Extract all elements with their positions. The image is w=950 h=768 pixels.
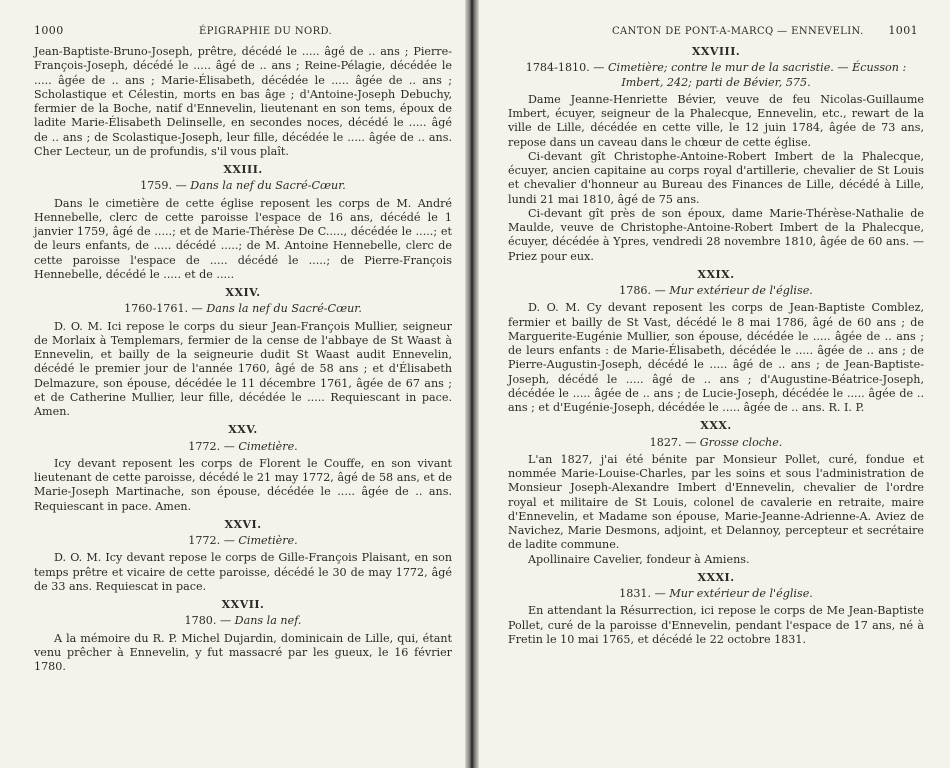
section-text: D. O. M. Cy devant reposent les corps de Jean-Baptiste Comblez, fermier et bailly de St Vast, décédé le 8 mai 1786, âgé de 60 ans ; de Marguerite-Eugénie Mullier, son épouse, décédée le ..... âgée de .. ans ; de leurs enfants : de Marie-Élisabeth, décédée le ..... âgée de .. ans ; de Pierre-Augustin-Joseph, décédé le ..... âgé de .. ans ; de Jean-Baptiste-Joseph, décédé le ..... âgé de .. ans ; d'Augustine-Béatrice-Joseph, décédée le ..... âgée de .. ans ; de Lucie-Joseph, décédée le ..... âgée de .. ans ; et d'Eugénie-Joseph, décédée le ..... âgée de .. ans. R. I. P. [508, 301, 924, 414]
section-text: Ci-devant gît près de son époux, dame Marie-Thérèse-Nathalie de Maulde, veuve de Christophe-Antoine-Robert Imbert de la Phalecque, écuyer, décédée à Ypres, vendredi 28 novembre 1810, âgée de 60 ans. — Priez pour eux. [508, 206, 924, 263]
section-date: 1827. [649, 435, 682, 449]
book-gutter [465, 0, 479, 768]
section-location: Mur extérieur de l'église. [669, 284, 813, 297]
section-text: Ci-devant gît Christophe-Antoine-Robert Imbert de la Phalecque, écuyer, ancien capitaine au corps royal d'artillerie, chevalier de St Louis et chevalier d'honneur au Bureau des Finances de Lille, décédé à Lille, lundi 21 mai 1810, âgé de 75 ans. [508, 149, 924, 206]
left-page [0, 0, 472, 768]
section-text: D. O. M. Ici repose le corps du sieur Jean-François Mullier, seigneur de Morlaix à Templemars, fermier de la cense de l'abbaye de St Waast à Ennevelin, et bailly de la seigneurie dudit St Waast audit Ennevelin, décédé le premier jour de l'année 1760, âgé de 58 ans ; et d'Élisabeth Delmazure, son épouse, décédée le 11 décembre 1761, âgée de 67 ans ; et de Catherine Mullier, leur fille, décédée le ..... Requiescant in pace. Amen. [34, 319, 452, 418]
right-running-head [508, 25, 924, 41]
section-date: 1831. [619, 587, 652, 600]
section-location: Grosse cloche. [699, 435, 783, 449]
section-numeral: XXVIII. [691, 45, 741, 58]
section-date-line: 1827. — Grosse cloche. [649, 435, 783, 449]
section-date: 1772. [188, 439, 221, 453]
section-date-line: 1759. — Dans la nef du Sacré-Cœur. [140, 179, 346, 193]
section-numeral: XXXI. [697, 570, 735, 584]
right-page [478, 0, 950, 768]
section-date: 1759. [140, 179, 173, 193]
section-numeral: XXVI. [224, 517, 262, 531]
section-text: Icy devant reposent les corps de Florent le Couffe, en son vivant lieutenant de cette paroisse, décédé le 21 may 1772, âgé de 58 ans, et de Marie-Joseph Martinache, son épouse, décédée le ..... âgée de .. ans. Requiescant in pace. Amen. [34, 456, 452, 513]
left-intro-paragraph: Jean-Baptiste-Bruno-Joseph, prêtre, décédé le ..... âgé de .. ans ; Pierre-François-Joseph, décédé le ..... âgé de .. ans ; Reine-Pélagie, décédée le ..... âgée de .. ans ; Marie-Élisabeth, décédée le ..... âgée de .. ans ; Scholastique et Célestin, morts en bas âge ; d'Antoine-Joseph Debuchy, fermier de la Boche, natif d'Ennevelin, lieutenant en son tems, époux de ladite Marie-Élisabeth Delinselle, en secondes noces, décédé le ..... âgé de .. ans ; de Scolastique-Joseph, leur fille, décédée le ..... âgée de .. ans. Cher Lecteur, un de profundis, s'il vous plaît. [34, 45, 452, 158]
section-location: Cimetière. [238, 534, 298, 547]
section-date-line: 1780. — Dans la nef. [184, 614, 302, 628]
section-text: D. O. M. Icy devant repose le corps de Gille-François Plaisant, en son temps prêtre et vicaire de cette paroisse, décédé le 30 de may 1772, âgé de 33 ans. Requiescat in pace. [34, 551, 452, 593]
left-running-title: ÉPIGRAPHIE DU NORD. [199, 26, 333, 37]
section-date: 1784-1810. [525, 61, 590, 75]
section-heraldry: Écusson : Imbert, 242; parti de Bévier, 575. [621, 61, 907, 89]
section-location: Cimetière; contre le mur de la sacristie. [608, 61, 834, 75]
left-running-head [34, 25, 452, 41]
section-date: 1780. [184, 614, 217, 628]
section-location: Dans la nef du Sacré-Cœur. [206, 302, 362, 316]
section-date-line: 1786. — Mur extérieur de l'église. [619, 284, 813, 297]
section-text: Apollinaire Cavelier, fondeur à Amiens. [528, 552, 750, 566]
section-numeral: XXVII. [221, 598, 265, 611]
section-date-line: 1760-1761. — Dans la nef du Sacré-Cœur. [124, 302, 362, 316]
section-location: Mur extérieur de l'église. [669, 587, 813, 600]
section-location: Dans la nef. [234, 614, 302, 628]
section-numeral: XXIV. [225, 286, 261, 299]
left-page-number: 1000 [34, 24, 64, 37]
section-date-line: 1772. — Cimetière. [188, 534, 298, 547]
section-text: A la mémoire du R. P. Michel Dujardin, dominicain de Lille, qui, étant venu prêcher à Ennevelin, y fut massacré par les gueux, le 16 février 1780. [34, 631, 452, 673]
section-text: L'an 1827, j'ai été bénite par Monsieur Pollet, curé, fondue et nommée Marie-Louise-Charles, par les soins et sous l'administration de Monsieur Joseph-Alexandre Imbert d'Ennevelin, chevalier de l'ordre royal et militaire de St Louis, colonel de cavalerie en retraite, maire d'Ennevelin, et Madame son épouse, Marie-Jeanne-Adrienne-A. Aviez de Navichez, Marie Desmons, adjoint, et Delannoy, percepteur et secrétaire de ladite commune. [508, 452, 924, 552]
section-text: Dans le cimetière de cette église reposent les corps de M. André Hennebelle, clerc de cette paroisse l'espace de 16 ans, décédé le 1 janvier 1759, âgé de .....; et de Marie-Thérèse De C....., décédée le .....; et de leurs enfants, de ..... décédé .....; de M. Antoine Hennebelle, clerc de cette paroisse l'espace de ..... décédé le .....; de Pierre-François Hennebelle, décédé le ..... et de ..... [34, 196, 452, 281]
section-date: 1786. [619, 284, 652, 297]
section-location: Dans la nef du Sacré-Cœur. [190, 179, 346, 193]
section-date-line: 1772. — Cimetière. [188, 439, 298, 453]
section-date-line: 1784-1810. — Cimetière; contre le mur de la sacristie. — Écusson : Imbert, 242; parti de Bévier, 575. [525, 61, 907, 89]
right-running-title: CANTON DE PONT-A-MARCQ — ENNEVELIN. [612, 26, 864, 37]
section-date: 1760-1761. [124, 302, 189, 316]
section-date: 1772. [188, 534, 221, 547]
section-numeral: XXIII. [223, 163, 263, 176]
section-numeral: XXIX. [697, 267, 735, 281]
section-numeral: XXV. [228, 423, 258, 437]
section-text: En attendant la Résurrection, ici repose le corps de Me Jean-Baptiste Pollet, curé de la paroisse d'Ennevelin, pendant l'espace de 17 ans, né à Fretin le 10 mai 1765, et décédé le 22 octobre 1831. [508, 604, 924, 646]
section-location: Cimetière. [238, 439, 298, 453]
right-page-number: 1001 [888, 24, 918, 37]
section-numeral: XXX. [700, 419, 732, 433]
section-date-line: 1831. — Mur extérieur de l'église. [619, 587, 813, 600]
section-text: Dame Jeanne-Henriette Bévier, veuve de feu Nicolas-Guillaume Imbert, écuyer, seigneur de la Phalecque, Ennevelin, etc., rewart de la ville de Lille, décédée en cette ville, le 12 juin 1784, âgée de 73 ans, repose dans un caveau dans le chœur de cette église. [508, 92, 924, 149]
